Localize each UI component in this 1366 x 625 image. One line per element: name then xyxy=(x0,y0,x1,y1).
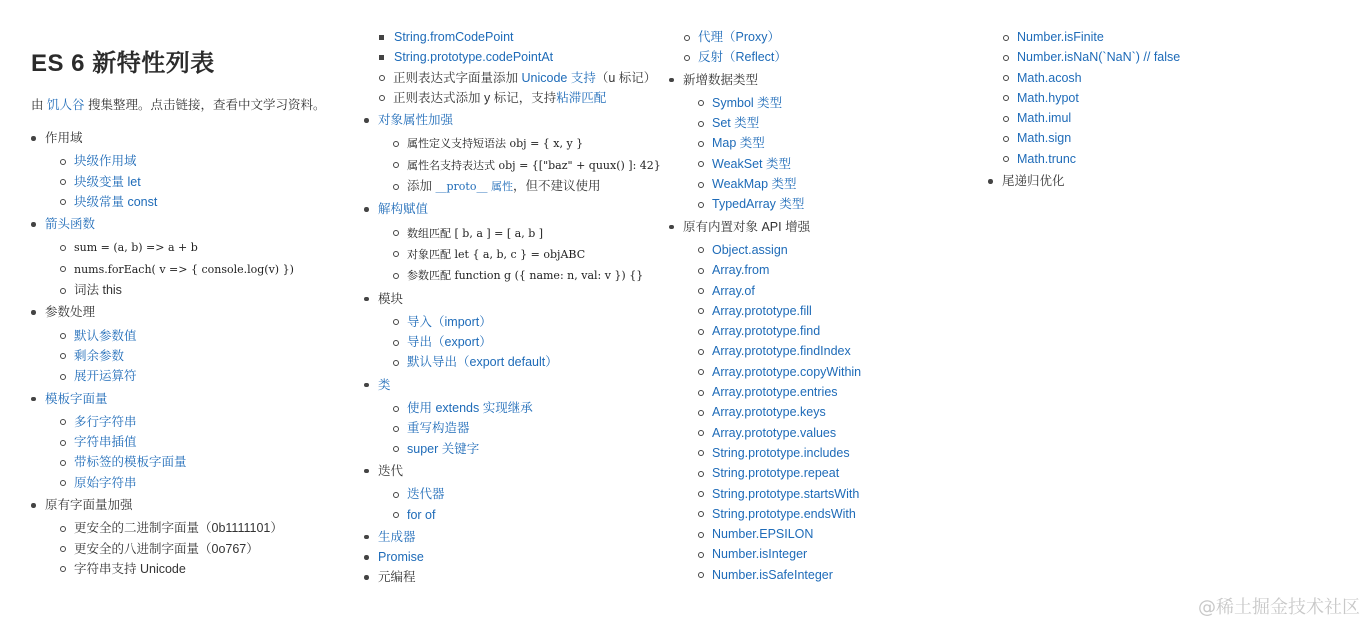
link-constructor[interactable]: 重写构造器 xyxy=(407,421,470,436)
intro-suffix: 搜集整理。点击链接，查看中文学习资料。 xyxy=(84,98,326,112)
list-item xyxy=(45,452,331,472)
section-arrow xyxy=(31,214,331,300)
list-item xyxy=(378,484,664,504)
list-item xyxy=(45,259,331,280)
link-item[interactable]: Array.prototype.values xyxy=(712,425,837,440)
feature-list-4 xyxy=(988,171,1288,191)
list-item xyxy=(988,47,1288,67)
section-metaprogramming xyxy=(364,567,664,587)
list-item xyxy=(988,149,1288,169)
list-item xyxy=(683,281,969,301)
section-label: 参数处理 xyxy=(45,305,96,320)
link-promise[interactable]: Promise xyxy=(378,550,424,565)
list-item xyxy=(45,326,331,346)
text: 添加 xyxy=(407,179,436,194)
section-object-props xyxy=(364,110,664,197)
list-item xyxy=(378,505,664,525)
list-item xyxy=(45,432,331,452)
lexical-this: 词法 this xyxy=(74,283,122,298)
octal-literal: 更安全的八进制字面量（0o767） xyxy=(74,541,259,556)
unicode-string: 字符串支持 Unicode xyxy=(74,561,186,576)
link-proto[interactable]: __proto__ 属性 xyxy=(435,180,513,194)
list-item xyxy=(378,223,664,244)
link-proxy[interactable]: 代理（Proxy） xyxy=(698,30,780,44)
link-item[interactable]: Number.isInteger xyxy=(712,547,808,562)
list-item xyxy=(45,346,331,366)
link-for-of[interactable]: for of xyxy=(407,507,436,522)
link-item[interactable]: Array.prototype.copyWithin xyxy=(712,364,862,379)
list-item xyxy=(988,108,1288,128)
feature-list-3 xyxy=(669,70,969,585)
number-math-list xyxy=(988,27,1288,169)
section-label: 尾递归优化 xyxy=(1002,174,1065,189)
list-item xyxy=(45,473,331,493)
link-template-literals[interactable]: 模板字面量 xyxy=(45,391,108,406)
link-super[interactable]: super 关键字 xyxy=(407,441,480,456)
link-item[interactable]: WeakSet 类型 xyxy=(712,156,791,171)
section-label: 模块 xyxy=(378,291,404,306)
text: （u 标记） xyxy=(595,70,657,85)
list-item xyxy=(45,172,331,192)
feature-list-1 xyxy=(31,128,331,579)
list-item xyxy=(683,240,969,260)
watermark: @稀土掘金技术社区 xyxy=(1198,597,1360,618)
link-item[interactable]: String.prototype.startsWith xyxy=(712,486,860,501)
text: ，但不建议使用 xyxy=(512,179,601,194)
list-item xyxy=(988,128,1288,148)
list-item xyxy=(45,280,331,300)
link-let[interactable]: 块级变量 let xyxy=(74,174,141,189)
list-item xyxy=(683,154,969,174)
link-tagged-template[interactable]: 带标签的模板字面量 xyxy=(74,455,187,470)
list-item xyxy=(378,312,664,332)
feature-list-2 xyxy=(364,110,664,588)
text: 正则表达式字面量添加 xyxy=(393,70,522,85)
link-item[interactable]: Number.isNaN(`NaN`) // false xyxy=(1017,50,1181,65)
link-spread[interactable]: 展开运算符 xyxy=(74,369,137,384)
list-item xyxy=(988,27,1288,47)
column-4 xyxy=(988,27,1288,191)
list-item xyxy=(45,412,331,432)
list-item xyxy=(45,151,331,171)
link-item[interactable]: String.prototype.repeat xyxy=(712,466,840,481)
list-item xyxy=(378,332,664,352)
intro-link[interactable]: 饥人谷 xyxy=(46,98,85,112)
list-item xyxy=(683,524,969,544)
list-item xyxy=(378,133,664,154)
code-sample: 参数匹配 function g ({ name: n, val: v }) {} xyxy=(407,269,644,283)
column-3 xyxy=(669,27,969,587)
link-item[interactable]: Array.from xyxy=(712,263,770,278)
link-arrow-functions[interactable]: 箭头函数 xyxy=(45,217,96,232)
link-item[interactable]: Number.isFinite xyxy=(1017,30,1104,44)
list-item xyxy=(669,47,969,67)
section-types xyxy=(669,70,969,215)
link-interpolation[interactable]: 字符串插值 xyxy=(74,435,137,450)
link-classes[interactable]: 类 xyxy=(378,377,391,392)
link-item[interactable]: Array.of xyxy=(712,283,755,298)
list-item xyxy=(45,192,331,212)
list-item xyxy=(683,544,969,564)
list-item xyxy=(683,113,969,133)
list-item xyxy=(683,260,969,280)
page-title: ES 6 新特性列表 xyxy=(31,50,215,77)
link-object-props[interactable]: 对象属性加强 xyxy=(378,113,454,128)
list-item xyxy=(988,88,1288,108)
list-item xyxy=(378,418,664,438)
section-builtins xyxy=(669,217,969,585)
list-item xyxy=(378,265,664,286)
list-item xyxy=(683,504,969,524)
link-generators[interactable]: 生成器 xyxy=(378,529,416,544)
list-item xyxy=(364,68,664,88)
list-item xyxy=(683,402,969,422)
section-destructuring xyxy=(364,199,664,286)
link-item[interactable]: TypedArray 类型 xyxy=(712,197,805,212)
section-promise xyxy=(364,547,664,567)
list-item xyxy=(683,133,969,153)
link-item[interactable]: WeakMap 类型 xyxy=(712,177,797,192)
link-fromcodepoint[interactable]: String.fromCodePoint xyxy=(394,30,514,44)
link-reflect[interactable]: 反射（Reflect） xyxy=(698,50,787,65)
list-item xyxy=(378,398,664,418)
link-item[interactable]: Map 类型 xyxy=(712,136,765,151)
list-item xyxy=(683,301,969,321)
list-item xyxy=(683,93,969,113)
list-item xyxy=(378,352,664,372)
section-generators xyxy=(364,527,664,547)
list-item xyxy=(45,366,331,386)
section-modules xyxy=(364,289,664,373)
section-label: 作用域 xyxy=(45,131,83,145)
list-item xyxy=(378,244,664,265)
link-destructuring[interactable]: 解构赋值 xyxy=(378,202,429,217)
link-item[interactable]: Math.imul xyxy=(1017,111,1072,126)
list-item xyxy=(378,155,664,176)
binary-literal: 更安全的二进制字面量（0b1111101） xyxy=(74,521,283,536)
list-item xyxy=(364,47,664,67)
link-export[interactable]: 导出（export） xyxy=(407,335,492,350)
link-rest-params[interactable]: 剩余参数 xyxy=(74,348,125,363)
section-literals xyxy=(31,495,331,579)
section-label: 原有字面量加强 xyxy=(45,498,133,513)
link-item[interactable]: Number.EPSILON xyxy=(712,527,814,542)
section-label: 迭代 xyxy=(378,463,404,478)
link-item[interactable]: String.prototype.includes xyxy=(712,445,850,460)
link-item[interactable]: Number.isSafeInteger xyxy=(712,567,833,582)
link-item[interactable]: Symbol 类型 xyxy=(712,95,783,110)
link-item[interactable]: Math.hypot xyxy=(1017,90,1079,105)
code-sample: 对象匹配 let { a, b, c } = objABC xyxy=(407,247,586,261)
list-item xyxy=(683,463,969,483)
link-block-scope[interactable]: 块级作用域 xyxy=(74,154,137,169)
list-item xyxy=(683,362,969,382)
section-classes xyxy=(364,375,664,459)
section-scope xyxy=(31,128,331,212)
list-item xyxy=(683,341,969,361)
code-sample: 数组匹配 [ b, a ] = [ a, b ] xyxy=(407,226,544,240)
list-item xyxy=(378,439,664,459)
link-item[interactable]: Math.sign xyxy=(1017,131,1072,146)
intro-text xyxy=(31,97,331,113)
link-import[interactable]: 导入（import） xyxy=(407,314,492,329)
string-methods-list xyxy=(364,27,664,68)
code-sample: 属性定义支持短语法 obj = { x, y } xyxy=(407,137,584,151)
link-item[interactable]: String.prototype.endsWith xyxy=(712,506,856,521)
list-item xyxy=(45,518,331,538)
list-item xyxy=(45,559,331,579)
intro-prefix: 由 xyxy=(31,98,47,112)
column-1 xyxy=(31,48,331,581)
list-item xyxy=(683,321,969,341)
section-iteration xyxy=(364,461,664,525)
link-item[interactable]: Array.prototype.find xyxy=(712,324,821,339)
list-item xyxy=(364,88,664,108)
link-extends[interactable]: 使用 extends 实现继承 xyxy=(407,401,533,416)
link-unicode-support[interactable]: Unicode 支持 xyxy=(521,70,596,85)
meta-list xyxy=(669,27,969,68)
list-item xyxy=(683,484,969,504)
link-codepointat[interactable]: String.prototype.codePointAt xyxy=(394,50,554,65)
section-tail-call xyxy=(988,171,1288,191)
list-item xyxy=(378,176,664,197)
list-item xyxy=(683,565,969,585)
section-params xyxy=(31,302,331,386)
list-item xyxy=(683,382,969,402)
link-item[interactable]: Array.prototype.findIndex xyxy=(712,344,851,359)
list-item xyxy=(683,194,969,214)
link-item[interactable]: Math.trunc xyxy=(1017,151,1077,166)
link-item[interactable]: Object.assign xyxy=(712,242,788,257)
link-iterator[interactable]: 迭代器 xyxy=(407,487,445,502)
link-item[interactable]: Math.acosh xyxy=(1017,70,1082,85)
link-item[interactable]: Array.prototype.keys xyxy=(712,405,826,420)
column-2 xyxy=(364,27,664,588)
code-sample: sum = (a, b) => a + b xyxy=(74,241,198,255)
list-item xyxy=(364,27,664,47)
link-multiline[interactable]: 多行字符串 xyxy=(74,414,137,429)
code-sample: 属性名支持表达式 obj = {["baz" + quux() ]: 42} xyxy=(407,158,661,172)
list-item xyxy=(669,27,969,47)
section-template xyxy=(31,389,331,493)
regex-list xyxy=(364,68,664,109)
link-sticky-match[interactable]: 粘滞匹配 xyxy=(556,90,607,105)
link-raw-string[interactable]: 原始字符串 xyxy=(74,475,137,490)
link-export-default[interactable]: 默认导出（export default） xyxy=(407,355,558,370)
list-item xyxy=(683,174,969,194)
text: 正则表达式添加 y 标记，支持 xyxy=(393,90,557,105)
link-default-params[interactable]: 默认参数值 xyxy=(74,328,137,343)
section-label: 元编程 xyxy=(378,570,416,585)
link-item[interactable]: Array.prototype.entries xyxy=(712,385,838,400)
list-item xyxy=(683,443,969,463)
list-item xyxy=(988,68,1288,88)
link-item[interactable]: Array.prototype.fill xyxy=(712,303,812,318)
list-item xyxy=(683,423,969,443)
section-label: 新增数据类型 xyxy=(683,72,759,87)
link-const[interactable]: 块级常量 const xyxy=(74,194,158,209)
code-sample: nums.forEach( v => { console.log(v) }) xyxy=(74,262,294,276)
list-item xyxy=(45,539,331,559)
section-label: 原有内置对象 API 增强 xyxy=(683,219,811,234)
link-item[interactable]: Set 类型 xyxy=(712,116,760,131)
list-item xyxy=(45,237,331,258)
